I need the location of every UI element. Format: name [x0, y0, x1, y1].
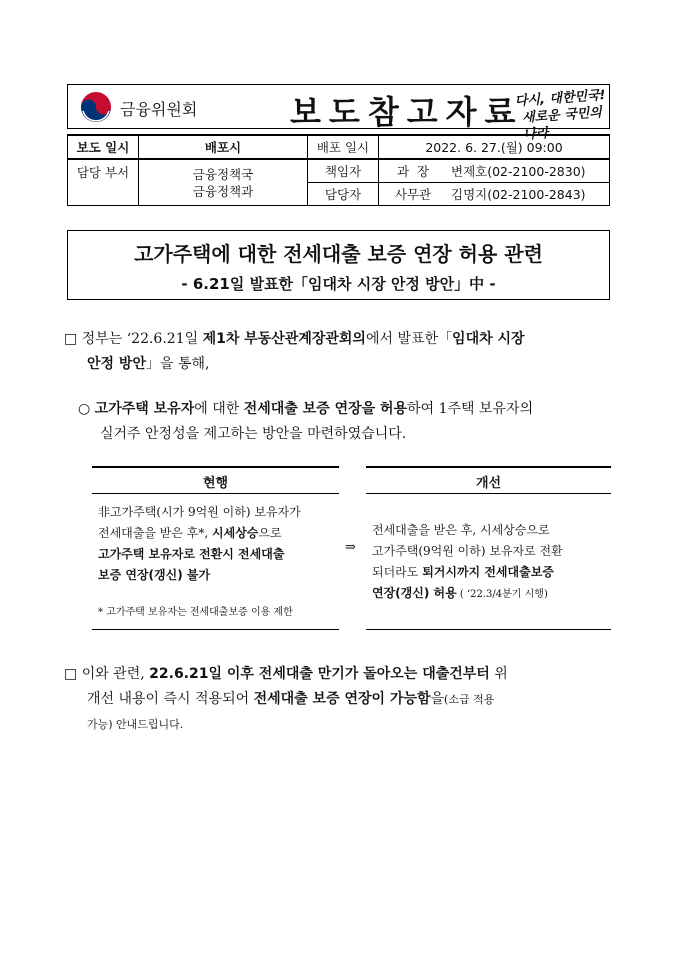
circle-bullet-icon: ○ — [78, 401, 91, 417]
improved-content — [372, 520, 612, 605]
improved-line4b: ( ‘22.3/4분기 시행) — [456, 589, 548, 600]
improved-line3b: 퇴거시까지 전세대출보증 — [422, 565, 554, 579]
current-content — [98, 502, 340, 586]
improved-bottom-rule — [366, 629, 611, 630]
p2-text1: 에 대한 — [194, 401, 244, 417]
current-line2a: 전세대출을 받은 후 — [98, 526, 199, 540]
improved-line1: 전세대출을 받은 후, 시세상승으로 — [372, 523, 550, 537]
current-line2d: 으로 — [258, 526, 282, 540]
p3-text5: (소급 적용 — [444, 693, 495, 706]
press-date-label: 보도 일시 — [68, 135, 139, 159]
doc-type-title: 보도참고자료 — [290, 93, 524, 131]
dept-label: 담당 부서 — [68, 159, 139, 206]
org-name: 금융위원회 — [120, 100, 198, 119]
contact-name: 김명지(02-2100-2843) — [447, 183, 610, 206]
title-box — [67, 230, 610, 300]
p2-bold1: 고가주택 보유자 — [94, 401, 195, 417]
paragraph-1 — [64, 327, 624, 377]
square-bullet-icon: □ — [64, 331, 78, 347]
dist-date-label: 배포 일시 — [308, 135, 379, 159]
contact-title: 사무관 — [379, 183, 448, 206]
p3-text4: 을 — [430, 691, 445, 707]
current-header-rule — [92, 493, 339, 494]
p1-bold1: 제1차 부동산관계장관회의 — [202, 331, 366, 347]
p2-bold2: 전세대출 보증 연장을 허용 — [243, 401, 408, 417]
p1-text1: 정부는 ‘22.6.21일 — [81, 331, 203, 347]
current-line2c: 시세상승 — [212, 526, 259, 540]
contact-label: 담당자 — [308, 183, 379, 206]
improved-header-rule — [366, 493, 611, 494]
government-emblem-icon — [80, 91, 112, 123]
current-footnote: * 고가주택 보유자는 전세대출보증 이용 제한 — [98, 607, 293, 618]
dept-line1: 금융정책국 — [192, 166, 254, 182]
p2-text3: 실거주 안정성을 제고하는 방안을 마련하였습니다. — [100, 426, 407, 442]
slogan-line2: 새로운 국민의 나라 — [521, 105, 603, 143]
p1-bold3: 안정 방안 — [87, 356, 146, 372]
dist-date-value: 2022. 6. 27.(월) 09:00 — [379, 135, 610, 159]
improved-line3a: 되더라도 — [372, 565, 423, 579]
current-top-rule — [92, 466, 339, 468]
current-line1: 非고가주택(시가 9억원 이하) 보유자가 — [98, 505, 301, 519]
p3-text6: 가능) 안내드립니다. — [87, 718, 184, 731]
p3-bold2: 전세대출 보증 연장이 가능함 — [253, 691, 431, 707]
current-header: 현행 — [202, 476, 229, 491]
current-line2b: *, — [198, 526, 213, 540]
improved-header: 개선 — [475, 476, 502, 491]
p3-bold1: 22.6.21일 이후 전세대출 만기가 돌아오는 대출건부터 — [149, 666, 490, 682]
p2-text2: 하여 1주택 보유자의 — [407, 401, 534, 417]
current-bottom-rule — [92, 629, 339, 630]
p1-text3: 」을 통해, — [145, 356, 210, 372]
press-date-value: 배포시 — [139, 135, 308, 159]
sub-title: - 6.21일 발표한「임대차 시장 안정 방안」中 - — [181, 275, 496, 293]
p3-text2: 위 — [489, 666, 508, 682]
resp-name: 변제호(02-2100-2830) — [447, 159, 610, 183]
square-bullet-icon: □ — [64, 666, 78, 682]
paragraph-3 — [64, 662, 624, 737]
improved-line2: 고가주택(9억원 이하) 보유자로 전환 — [372, 544, 563, 558]
p3-text3: 개선 내용이 즉시 적용되어 — [87, 691, 254, 707]
press-header — [67, 84, 610, 143]
p3-text1: 이와 관련, — [81, 666, 150, 682]
dept-line2: 금융정책과 — [192, 183, 254, 199]
arrow-right-icon: ⇒ — [345, 540, 356, 555]
p1-text2: 에서 발표한「 — [365, 331, 453, 347]
improved-top-rule — [366, 466, 611, 468]
info-table — [67, 134, 610, 206]
paragraph-2 — [78, 397, 623, 447]
p1-bold2: 임대차 시장 — [452, 331, 525, 347]
improved-line4a: 연장(갱신) 허용 — [372, 586, 457, 600]
resp-title: 과 장 — [379, 159, 448, 183]
main-title: 고가주택에 대한 전세대출 보증 연장 허용 관련 — [134, 242, 543, 266]
current-line3: 고가주택 보유자로 전환시 전세대출 — [98, 547, 285, 561]
slogan-line1: 다시, 대한민국! — [514, 87, 606, 110]
resp-label: 책임자 — [308, 159, 379, 183]
current-line4: 보증 연장(갱신) 불가 — [98, 568, 211, 582]
